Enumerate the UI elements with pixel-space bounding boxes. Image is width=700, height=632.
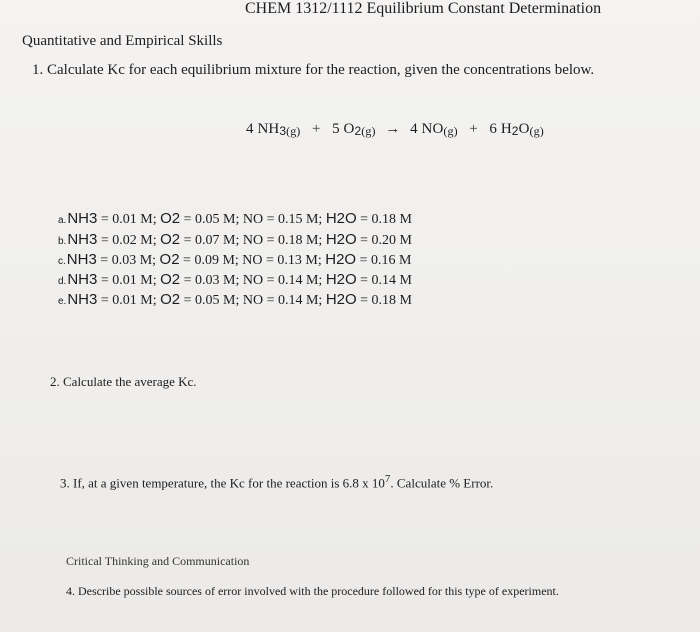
reactant-nh3: 4 $NH_3(g)$ (246, 121, 301, 138)
plus-sign: + (469, 121, 478, 137)
worksheet-header: CHEM 1312/1112 Equilibrium Constant Determination (245, 0, 602, 17)
mixture-row-d: d.NH3 = 0.01 M; O2 = 0.03 M; NO = 0.14 M; H2O = 0.14 M (58, 271, 412, 288)
product-no: 4 NO(g) (410, 121, 458, 138)
mixture-row-a: a.NH3 = 0.01 M; O2 = 0.05 M; NO = 0.15 M; H2O = 0.18 M (58, 210, 412, 227)
product-h2o: 6 $H_2O(g)$ (489, 121, 544, 138)
mixture-row-e: e.NH3 = 0.01 M; O2 = 0.05 M; NO = 0.14 M; H2O = 0.18 M (58, 291, 412, 308)
reactant-o2: 5 $O_2(g)$ (332, 121, 376, 138)
section-heading-quantitative: Quantitative and Empirical Skills (22, 33, 223, 49)
reaction-arrow-icon: → (385, 121, 401, 137)
reaction-equation (246, 121, 544, 139)
exponent: 7 (384, 473, 391, 485)
question-1: 1. Calculate Kc for each equilibrium mixture for the reaction, given the concentrations below. (32, 62, 595, 78)
section-heading-critical: Critical Thinking and Communication (66, 554, 250, 568)
question-3: 3. If, at a given temperature, the Kc for the reaction is 6.8 x $10^7$. Calculate % Error. (60, 473, 494, 491)
plus-sign: + (311, 121, 321, 137)
mixture-row-b: b.NH3 = 0.02 M; O2 = 0.07 M; NO = 0.18 M; H2O = 0.20 M (58, 231, 412, 248)
question-4: 4. Describe possible sources of error involved with the procedure followed for this type of experiment. (66, 584, 559, 598)
question-2: 2. Calculate the average Kc. (50, 374, 197, 389)
mixture-row-c: c.NH3 = 0.03 M; O2 = 0.09 M; NO = 0.13 M; H2O = 0.16 M (58, 251, 412, 268)
